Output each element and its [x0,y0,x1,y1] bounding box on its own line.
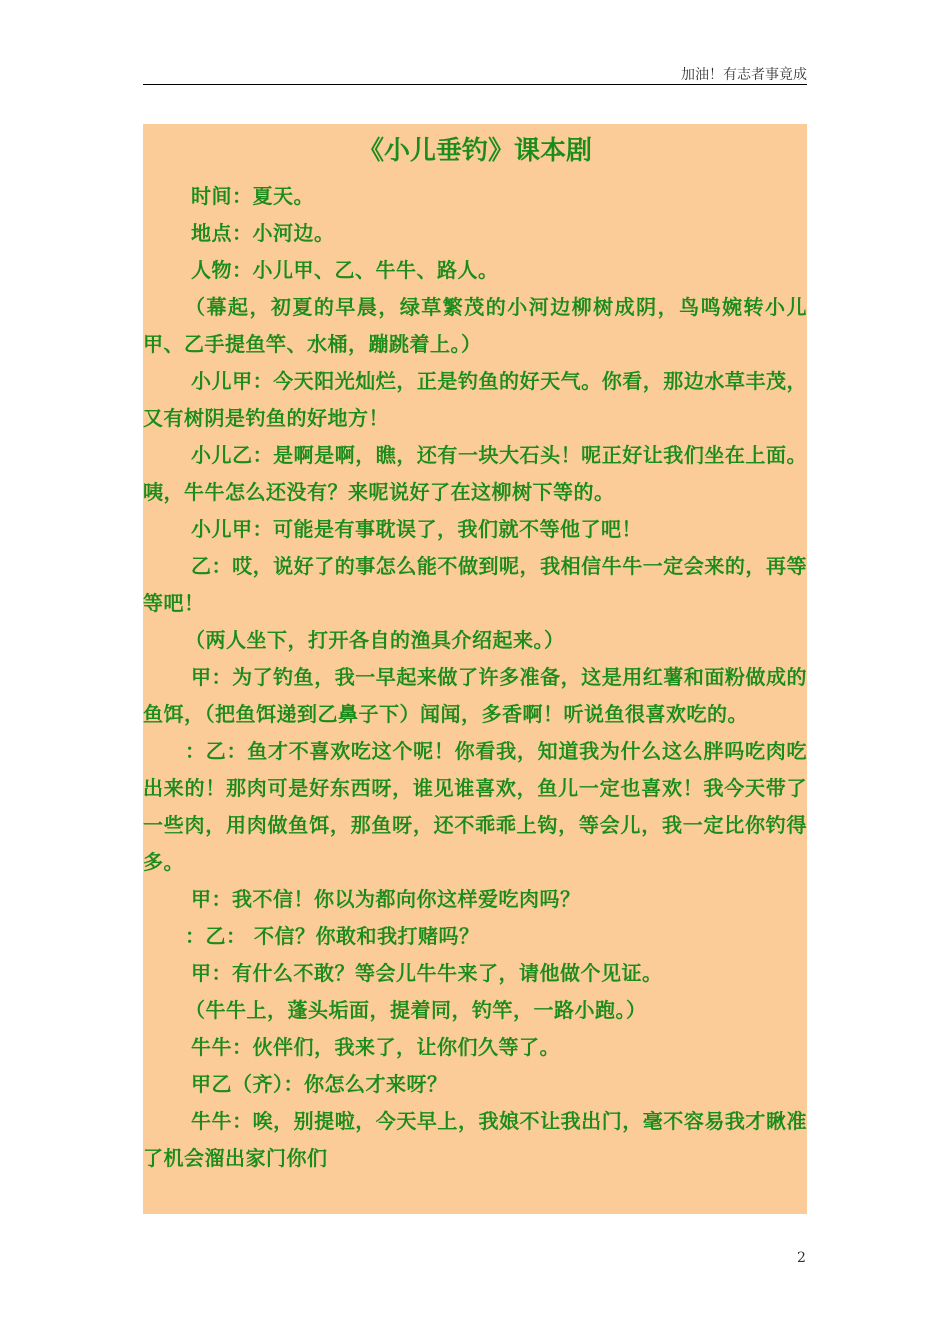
header-divider [143,84,807,85]
paragraph-place: 地点：小河边。 [191,221,335,245]
stage-direction: （幕起，初夏的早晨，绿草繁茂的小河边柳树成阴，鸟鸣婉转小儿甲、乙手提鱼竿、水桶，蹦跳着上。） [143,295,807,356]
dialogue-line: 甲乙（齐）：你怎么才来呀？ [191,1072,448,1096]
script-content-block [143,124,807,1214]
dialogue-line: 小儿甲：可能是有事耽误了，我们就不等他了吧！ [191,517,642,541]
dialogue-line: 牛牛：伙伴们，我来了，让你们久等了。 [191,1035,560,1059]
stage-direction: （两人坐下，打开各自的渔具介绍起来。） [185,628,565,652]
paragraph-time: 时间：夏天。 [191,184,314,208]
dialogue-line: 甲：我不信！你以为都向你这样爱吃肉吗？ [191,887,581,911]
dialogue-line: 小儿甲：今天阳光灿烂，正是钓鱼的好天气。你看，那边水草丰茂，又有树阴是钓鱼的好地方！ [143,369,807,430]
dialogue-line: 甲：为了钓鱼，我一早起来做了许多准备，这是用红薯和面粉做成的鱼饵，（把鱼饵递到乙鼻子下）闻闻，多香啊！听说鱼很喜欢吃的。 [143,665,807,726]
paragraph-characters: 人物：小儿甲、乙、牛牛、路人。 [191,258,499,282]
document-title: 《小儿垂钓》课本剧 [357,136,592,166]
dialogue-line: 甲：有什么不敢？等会儿牛牛来了，请他做个见证。 [191,961,663,985]
dialogue-line: ：乙：鱼才不喜欢吃这个呢！你看我，知道我为什么这么胖吗吃肉吃出来的！那肉可是好东西呀，谁见谁喜欢，鱼儿一定也喜欢！我今天带了一些肉，用肉做鱼饵，那鱼呀，还不乖乖上钩，等会儿，我一定比你钓得多。 [143,739,807,874]
header-motto: 加油！有志者事竟成 [681,67,807,83]
dialogue-line: 牛牛：唉，别提啦，今天早上，我娘不让我出门，毫不容易我才瞅准了机会溜出家门你们 [143,1109,807,1170]
dialogue-line: 小儿乙：是啊是啊，瞧，还有一块大石头！呢正好让我们坐在上面。咦，牛牛怎么还没有？来呢说好了在这柳树下等的。 [143,443,807,504]
stage-direction: （牛牛上，蓬头垢面，提着同，钓竿，一路小跑。） [185,998,647,1022]
dialogue-line: 乙：哎，说好了的事怎么能不做到呢，我相信牛牛一定会来的，再等等吧！ [143,554,807,615]
dialogue-line: ：乙： 不信？你敢和我打赌吗？ [185,924,480,948]
page-number: 2 [797,1250,806,1266]
